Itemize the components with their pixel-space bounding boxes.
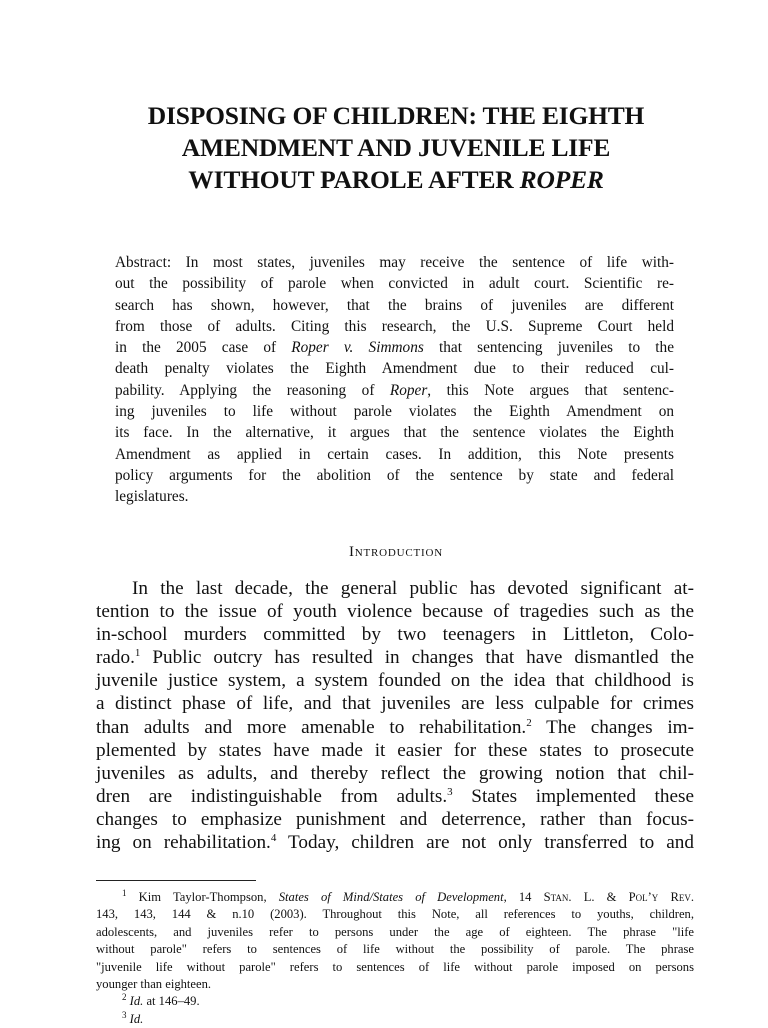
title-line-3: WITHOUT PAROLE AFTER ROPER bbox=[188, 165, 604, 194]
abstract-line: pability. Applying the reasoning of Roper, this Note argues that sentenc- bbox=[115, 381, 674, 399]
footnote-number: 3 bbox=[122, 1009, 127, 1020]
section-heading-introduction: Introduction bbox=[348, 544, 444, 560]
body-line: dren are indistinguishable from adults.$^3$ States implemented these bbox=[96, 785, 694, 807]
footnote-line: $^1$ Kim Taylor-Thompson, States of Mind/States of Development, 14 Stan. L. & Pol’y Rev. bbox=[122, 888, 694, 904]
body-line: plemented by states have made it easier for these states to prosecute bbox=[96, 739, 694, 761]
footnote-line: adolescents, and juveniles refer to persons under the age of eighteen. The phrase "life bbox=[96, 924, 694, 939]
footnote-line: $^3$ Id. bbox=[122, 1009, 144, 1026]
body-line: in-school murders committed by two teenagers in Littleton, Colo- bbox=[96, 624, 694, 646]
abstract-line: Abstract: In most states, juveniles may receive the sentence of life with- bbox=[115, 254, 674, 271]
footnote-line: "juvenile life without parole" refers to sentences of life without parole imposed on persons bbox=[96, 959, 694, 974]
title-case-name: ROPER bbox=[519, 165, 604, 194]
abstract-line: its face. In the alternative, it argues that the sentence violates the Eighth bbox=[115, 424, 674, 442]
introduction-body bbox=[96, 577, 694, 854]
body-line: a distinct phase of life, and that juveniles are less culpable for crimes bbox=[96, 693, 694, 715]
body-line: ing on rehabilitation.$^4$ Today, children are not only transferred to and bbox=[96, 832, 694, 854]
footnote-number: 1 bbox=[122, 888, 127, 898]
footnote-line: $^2$ Id. at 146–49. bbox=[122, 992, 200, 1009]
body-line: juvenile justice system, a system founded on the idea that childhood is bbox=[96, 670, 694, 692]
case-citation: Roper bbox=[389, 381, 428, 399]
abstract-line: from those of adults. Citing this research, the U.S. Supreme Court held bbox=[115, 317, 674, 335]
abstract-line: search has shown, however, that the brains of juveniles are different bbox=[115, 296, 674, 314]
footnotes bbox=[96, 889, 694, 1028]
case-citation: Roper v. Simmons bbox=[291, 339, 424, 357]
footnote-line: younger than eighteen. bbox=[96, 977, 212, 992]
abstract-line: ing juveniles to life without parole violates the Eighth Amendment on bbox=[115, 403, 674, 421]
abstract bbox=[115, 252, 674, 508]
footnote-line: 143, 143, 144 & n.10 (2003). Throughout this Note, all references to youths, children, bbox=[96, 907, 694, 922]
abstract-label: Abstract: bbox=[115, 254, 172, 271]
abstract-line: out the possibility of parole when convicted in adult court. Scientific re- bbox=[115, 275, 674, 293]
footnote-line: without parole" refers to sentences of life without the possibility of parole. The phrase bbox=[96, 942, 694, 957]
abstract-line: in the 2005 case of Roper v. Simmons that sentencing juveniles to the bbox=[115, 339, 674, 357]
article-title bbox=[96, 100, 696, 196]
body-line: tention to the issue of youth violence because of tragedies such as the bbox=[96, 601, 694, 623]
title-line-2: AMENDMENT AND JUVENILE LIFE bbox=[181, 133, 611, 162]
footnote-marker[interactable]: 4 bbox=[270, 832, 277, 845]
abstract-line: policy arguments for the abolition of the sentence by state and federal bbox=[115, 466, 674, 484]
footnote-marker[interactable]: 2 bbox=[526, 716, 532, 729]
abstract-line: legislatures. bbox=[115, 488, 189, 506]
footnote-marker[interactable]: 1 bbox=[134, 647, 141, 660]
title-line-1: DISPOSING OF CHILDREN: THE EIGHTH bbox=[147, 101, 645, 130]
body-line: juveniles as adults, and thereby reflect the growing notion that chil- bbox=[96, 762, 694, 784]
abstract-line: death penalty violates the Eighth Amendment due to their reduced cul- bbox=[115, 360, 674, 378]
body-line: rado.$^1$ Public outcry has resulted in changes that have dismantled the bbox=[96, 647, 694, 669]
body-line: than adults and more amenable to rehabilitation.$^2$ The changes im- bbox=[96, 716, 694, 738]
footnote-marker[interactable]: 3 bbox=[447, 785, 453, 798]
footnote-number: 2 bbox=[122, 992, 127, 1003]
body-line: In the last decade, the general public has devoted significant at- bbox=[132, 578, 694, 599]
footnote-separator bbox=[96, 880, 256, 881]
body-line: changes to emphasize punishment and deterrence, rather than focus- bbox=[96, 808, 694, 830]
abstract-line: Amendment as applied in certain cases. In addition, this Note presents bbox=[115, 445, 674, 463]
